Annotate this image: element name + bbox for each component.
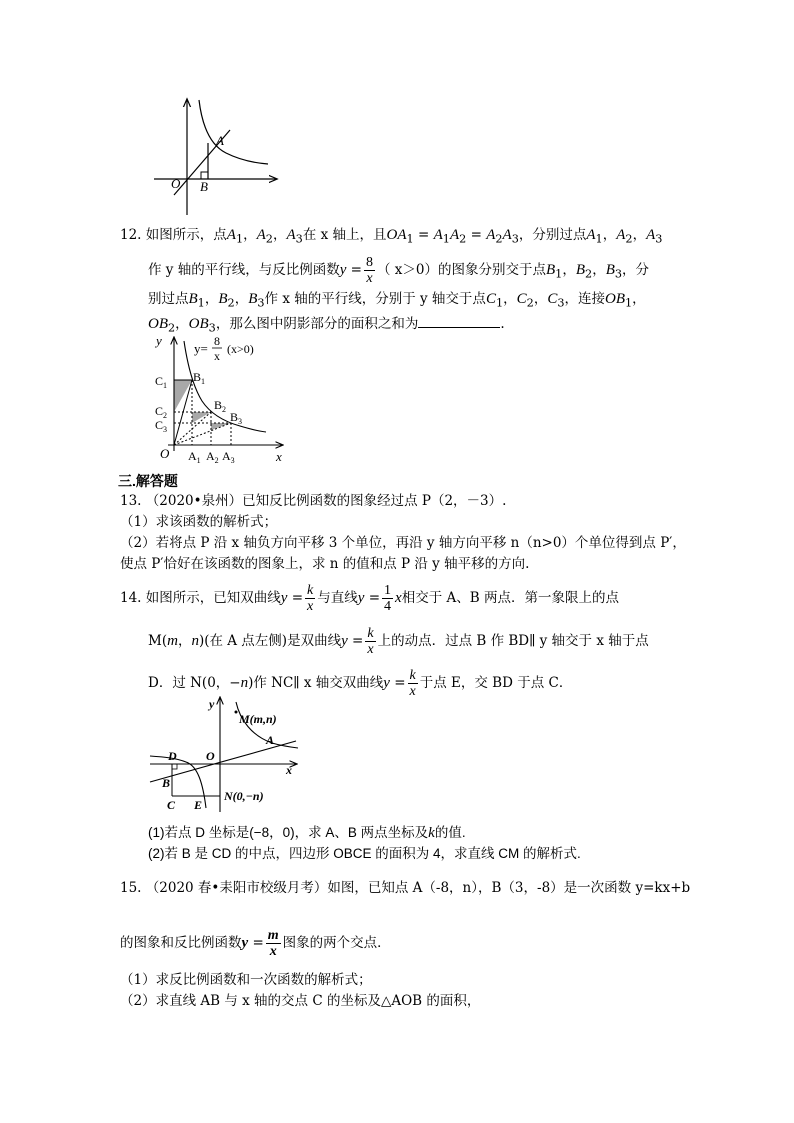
q12-line-4: $OB_2$，$OB_3$，那么图中阴影部分的面积之和为 . — [148, 313, 505, 339]
q14-line-1: 14. 如图所示，已知双曲线y = $\frac{k}{x}$ 与直线y = $\frac{1}{4}$ x相交于 A、B 两点．第一象限上的点 — [120, 583, 619, 614]
fraction-k-over-x-2: $\frac{k}{x}$ — [367, 626, 374, 657]
label-c3: $C_3$ — [155, 418, 168, 434]
q13-line-3: （2）若将点 P 沿 x 轴负方向平移 3 个单位，再沿 y 轴方向平移 n（n>0）个单位得到点 P′， — [120, 535, 686, 551]
q13-line-1: 13. （2020•泉州）已知反比例函数的图象经过点 P（2，－3）. — [120, 493, 507, 509]
q14-line-2: M(m，n)(在 A 点左侧)是双曲线y = $\frac{k}{x}$ 上的动点．过点 B 作 BD∥ y 轴交于 x 轴于点 — [148, 626, 649, 657]
label-a2: $A_2$ — [206, 449, 219, 465]
fraction-8-over-x: $\frac{8}{x}$ — [366, 255, 373, 286]
x-axis-label: x — [276, 449, 282, 464]
q14-sub-1: (1)若点 D 坐标是(−8，0)，求 A、B 两点坐标及k的值. — [148, 825, 466, 841]
fraction-m-over-x: $\frac{m}{x}$ — [267, 928, 279, 959]
point-a-label: A — [266, 733, 275, 747]
point-d-label: D — [168, 749, 177, 763]
point-m — [235, 711, 238, 714]
q12-line-3: 别过点$B_1$，$B_2$，$B_3$作 x 轴的平行线，分别于 y 轴交于点$C_1$，$C_2$，$C_3$，连接$OB_1$， — [148, 291, 646, 310]
q12-text-3c: ，连接 — [564, 291, 605, 307]
q14-text-2c: )(在 A 点左侧)是双曲线 — [198, 633, 342, 649]
function-text: y= — [194, 341, 208, 356]
q12-text-2b: （ x＞0）的图象分别交于点 — [377, 262, 546, 278]
section-title: 三.解答题 — [118, 473, 178, 489]
q12-text-2a: 作 y 轴的平行线，与反比例函数 — [148, 262, 340, 278]
right-angle-mark — [201, 172, 208, 179]
q15-line-1: 15. （2020 春•耒阳市校级月考）如图，已知点 A（-8，n），B（3，-8）是一次函数 y=kx+b — [120, 880, 691, 896]
q12-text-2c: ，分 — [622, 262, 650, 278]
q14-text-3a: D．过 N(0，− — [148, 675, 241, 691]
q15-text-2b: 图象的两个交点． — [282, 935, 391, 951]
label-b3: $B_3$ — [230, 410, 243, 426]
q14-sub-1-text: (1)若点 D 坐标是(−8，0)，求 A、B 两点坐标及 — [148, 825, 429, 840]
label-a1: $A_1$ — [188, 449, 201, 465]
q14-text-1a: 14. 如图所示，已知双曲线 — [120, 590, 281, 606]
q14-text-2d: 上的动点．过点 B 作 BD∥ y 轴交于 x 轴于点 — [377, 633, 649, 649]
fraction-k-over-x-3: $\frac{k}{x}$ — [409, 668, 416, 699]
point-a-label: A — [216, 133, 224, 148]
answer-blank[interactable] — [418, 313, 500, 328]
point-m-label: M(m,n) — [239, 712, 277, 726]
q12-text-1c: ，分别过点 — [518, 227, 587, 243]
point-c-label: C — [167, 798, 176, 812]
function-domain: (x>0) — [227, 342, 254, 356]
q15-line-3: （1）求反比例函数和一次函数的解析式； — [120, 972, 372, 988]
q12-number: 12. — [120, 227, 142, 243]
q15-line-2: 的图象和反比例函数y = $\frac{m}{x}$ 图象的两个交点． — [120, 928, 391, 959]
function-denominator: x — [214, 349, 220, 363]
q13-line-4: 使点 P′恰好在该函数的图象上，求 n 的值和点 P 沿 y 轴平移的方向. — [120, 556, 530, 572]
q14-text-3c: 于点 E，交 BD 于点 C． — [419, 675, 573, 691]
y-axis-label: y — [209, 697, 215, 711]
origin-label: O — [206, 749, 215, 763]
fraction-k-over-x: $\frac{k}{x}$ — [307, 583, 314, 614]
function-numerator: 8 — [214, 334, 220, 348]
q15-text-2a: 的图象和反比例函数 — [120, 935, 242, 951]
segment-ob3 — [174, 423, 231, 445]
label-a3: $A_3$ — [222, 449, 235, 465]
q14-text-1b: 与直线 — [317, 590, 358, 606]
right-angle-mark — [172, 764, 177, 769]
fraction-1-over-4: $\frac{1}{4}$ — [384, 583, 392, 614]
q13-line-2: （1）求该函数的解析式； — [120, 514, 278, 530]
point-b-label: B — [162, 776, 171, 790]
figure-1-hyperbola-graph — [150, 95, 290, 220]
q12-text-1b: 在 x 轴上，且 — [302, 227, 387, 243]
label-c1: $C_1$ — [155, 374, 168, 390]
q14-sub-1-tail: 的值. — [434, 825, 466, 840]
figure-3-hyperbola-line-graph — [148, 696, 308, 814]
q14-line-3: D．过 N(0，−n)作 NC∥ x 轴交双曲线y = $\frac{k}{x}$ 于点 E，交 BD 于点 C． — [148, 668, 573, 699]
shaded-triangle-2 — [192, 412, 211, 423]
y-axis-label: y — [156, 333, 162, 348]
q12-line-1: 12. 如图所示，点$A_1$，$A_2$，$A_3$在 x 轴上，且$OA_1 = A_1A_2 = A_2A_3$，分别过点$A_1$，$A_2$，$A_3$ — [120, 227, 663, 246]
q12-text-4a: ，那么图中阴影部分的面积之和为 — [215, 316, 419, 332]
q12-line-2: 作 y 轴的平行线，与反比例函数y = $\frac{8}{x}$ （ x＞0）的图象分别交于点$B_1$，$B_2$，$B_3$，分 — [148, 255, 650, 286]
q14-text-2b: ， — [177, 633, 192, 649]
point-n-label: N(0,−n) — [224, 789, 264, 803]
origin-label: O — [171, 176, 181, 191]
point-b-label: B — [200, 179, 208, 194]
x-axis-label: x — [286, 763, 292, 777]
shaded-triangle-1 — [174, 380, 192, 412]
point-e-label: E — [194, 798, 203, 812]
q15-line-4: （2）求直线 AB 与 x 轴的交点 C 的坐标及△AOB 的面积， — [120, 993, 481, 1009]
label-c2: $C_2$ — [155, 404, 168, 420]
label-b2: $B_2$ — [214, 398, 227, 414]
q14-text-3b: )作 NC∥ x 轴交双曲线 — [248, 675, 384, 691]
q12-text-3b: 作 x 轴的平行线，分别于 y 轴交于点 — [264, 291, 486, 307]
origin-label: O — [160, 446, 170, 461]
q12-text-3a: 别过点 — [148, 291, 189, 307]
q14-text-1c: 相交于 A、B 两点．第一象限上的点 — [401, 590, 619, 606]
q12-text-4b: . — [500, 316, 505, 332]
figure-2-shaded-areas-graph — [150, 333, 295, 468]
q14-text-2a: M( — [148, 633, 168, 649]
label-b1: $B_1$ — [193, 370, 206, 386]
q14-sub-2: (2)若 B 是 CD 的中点，四边形 OBCE 的面积为 4，求直线 CM 的解析式. — [148, 846, 581, 861]
q12-text-1a: 如图所示，点 — [145, 227, 227, 243]
